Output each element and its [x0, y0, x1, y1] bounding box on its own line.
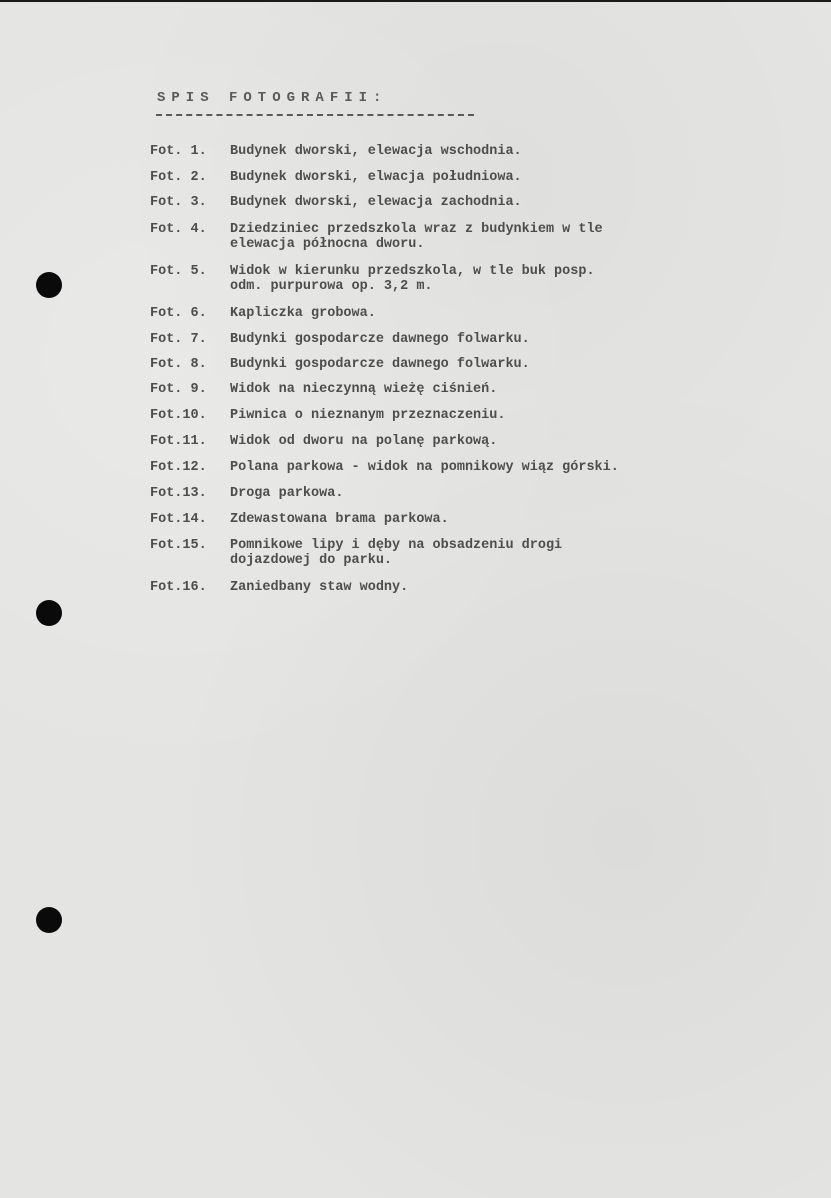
photo-number: Fot. 6. [150, 306, 207, 321]
photo-description: Widok w kierunku przedszkola, w tle buk posp. [230, 264, 595, 279]
list-item [150, 580, 408, 595]
list-item [150, 460, 619, 475]
photo-number: Fot. 4. [150, 222, 207, 237]
list-item [150, 512, 449, 527]
photo-description: Budynek dworski, elewacja wschodnia. [230, 144, 522, 159]
photo-description: Zdewastowana brama parkowa. [230, 512, 449, 527]
photo-description: Kapliczka grobowa. [230, 306, 376, 321]
photo-number: Fot.10. [150, 408, 207, 423]
photo-description: Budynek dworski, elewacja zachodnia. [230, 195, 522, 210]
photo-number: Fot.14. [150, 512, 207, 527]
photo-description: Droga parkowa. [230, 486, 344, 501]
photo-number: Fot.13. [150, 486, 207, 501]
photo-number: Fot. 8. [150, 357, 207, 372]
photo-description: Budynki gospodarcze dawnego folwarku. [230, 357, 530, 372]
photo-number: Fot. 1. [150, 144, 207, 159]
list-item [150, 538, 562, 568]
photo-description: Widok na nieczynną wieżę ciśnień. [230, 382, 498, 397]
photo-description: Budynek dworski, elwacja południowa. [230, 170, 522, 185]
photo-number: Fot.16. [150, 580, 207, 595]
list-item [150, 264, 595, 294]
list-item [150, 144, 522, 159]
list-item [150, 170, 522, 185]
photo-number: Fot. 2. [150, 170, 207, 185]
photo-description: Budynki gospodarcze dawnego folwarku. [230, 332, 530, 347]
photo-number: Fot. 5. [150, 264, 207, 279]
list-item [150, 382, 497, 397]
photo-description: Widok od dworu na polanę parkową. [230, 434, 498, 449]
title-underline [156, 114, 474, 116]
photo-description: Dziedziniec przedszkola wraz z budynkiem w tle [230, 222, 603, 237]
photo-description: elewacja północna dworu. [230, 237, 425, 252]
list-item [150, 357, 530, 372]
punch-hole [36, 272, 62, 298]
photo-description: Piwnica o nieznanym przeznaczeniu. [230, 408, 506, 423]
photo-number: Fot. 9. [150, 382, 207, 397]
photo-description: Pomnikowe lipy i dęby na obsadzeniu drogi [230, 538, 563, 553]
photo-number: Fot. 3. [150, 195, 207, 210]
list-item [150, 332, 530, 347]
photo-number: Fot. 7. [150, 332, 207, 347]
punch-hole [36, 907, 62, 933]
list-item [150, 434, 497, 449]
photo-number: Fot.15. [150, 538, 207, 553]
photo-description: odm. purpurowa op. 3,2 m. [230, 279, 433, 294]
photo-description: dojazdowej do parku. [230, 553, 393, 568]
list-item [150, 486, 343, 501]
photo-number: Fot.11. [150, 434, 207, 449]
punch-hole [36, 600, 62, 626]
page-title: SPIS FOTOGRAFII: [157, 90, 388, 106]
list-item [150, 195, 522, 210]
page-top-edge [0, 0, 831, 2]
list-item [150, 222, 603, 252]
photo-number: Fot.12. [150, 460, 207, 475]
photo-description: Polana parkowa - widok na pomnikowy wiąz górski. [230, 460, 619, 475]
photo-description: Zaniedbany staw wodny. [230, 580, 409, 595]
list-item [150, 306, 376, 321]
list-item [150, 408, 505, 423]
